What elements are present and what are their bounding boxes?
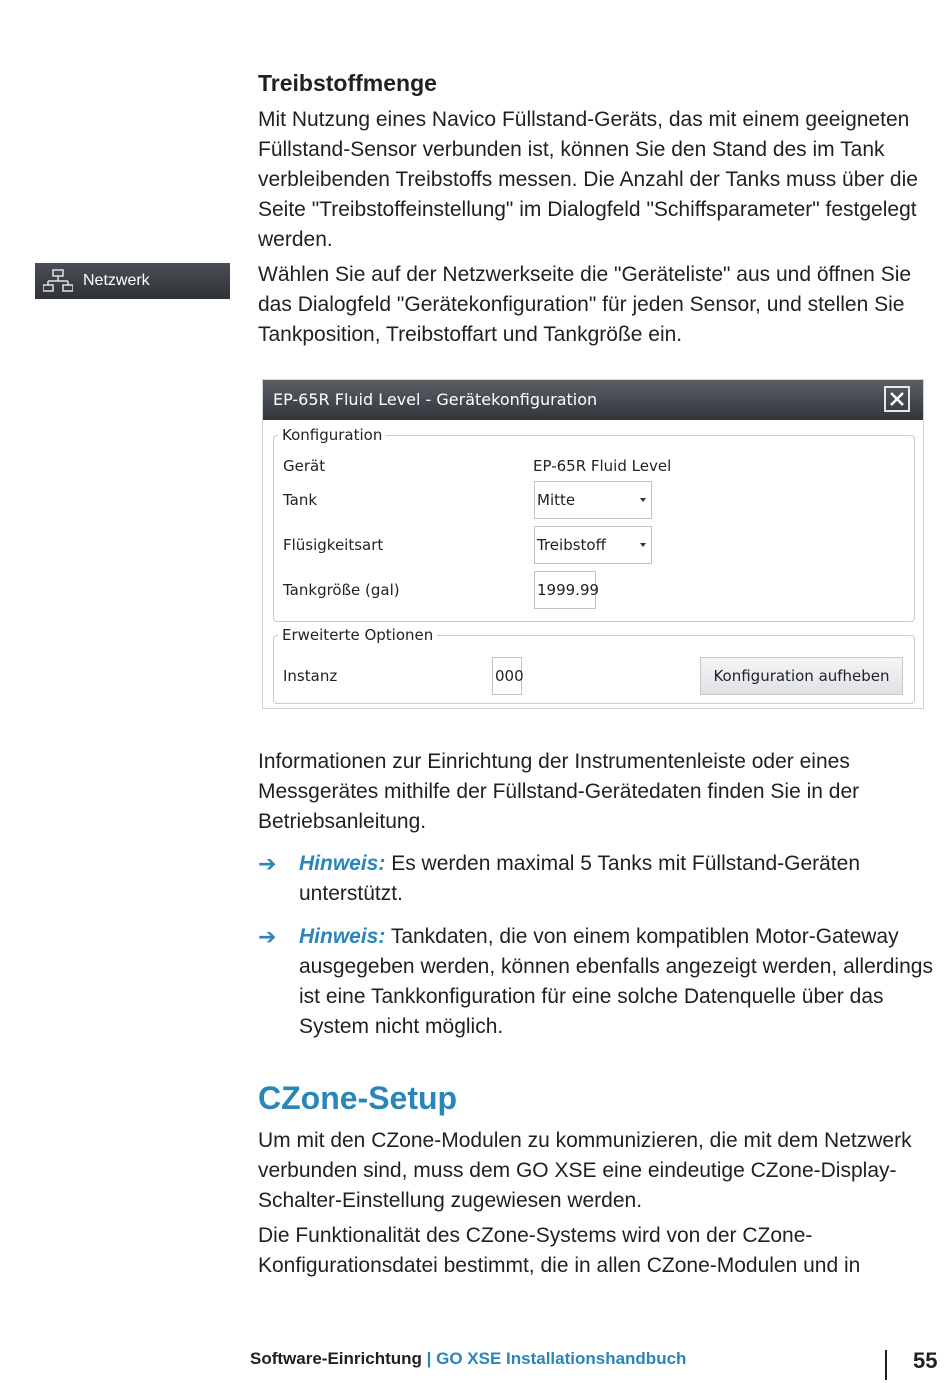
footer-manual-title: GO XSE Installationshandbuch <box>436 1349 687 1368</box>
czone-heading: CZone-Setup <box>258 1080 458 1116</box>
device-config-dialog <box>263 380 923 708</box>
note-label: Hinweis: <box>299 852 386 875</box>
tank-size-value: 1999.99 <box>537 581 600 599</box>
network-icon <box>43 269 73 293</box>
intro-paragraph: Mit Nutzung eines Navico Füllstand-Geräts, das mit einem geeigneten Füllstand-Sensor verbunden ist, können Sie den Stand des im Tank verbleibenden Treibstoffs messen. Die Anzahl der Tanks muss über die Seite "Treibstoffeinstellung" im Dialogfeld "Schiffsparameter" festgelegt werden. <box>258 108 918 251</box>
footer-section: Software-Einrichtung <box>250 1349 422 1368</box>
dialog-title: EP-65R Fluid Level - Gerätekonfiguration <box>273 390 598 409</box>
advanced-options-legend: Erweiterte Optionen <box>282 626 434 644</box>
note <box>258 849 938 909</box>
config-group-legend: Konfiguration <box>282 426 383 444</box>
instruction-paragraph: Wählen Sie auf der Netzwerkseite die "Geräteliste" aus und öffnen Sie das Dialogfeld "Gerätekonfiguration" für jeden Sensor, und stellen Sie Tankposition, Treibstoffart und Tankgröße ein. <box>258 263 912 346</box>
footer-separator: | <box>421 1349 437 1368</box>
fluid-type-dropdown[interactable] <box>534 526 652 564</box>
note-text: Es werden maximal 5 Tanks mit Füllstand-Geräten unterstützt. <box>299 852 860 905</box>
page-number: 55 <box>913 1348 938 1373</box>
tank-size-label: Tankgröße (gal) <box>283 581 400 599</box>
section-heading: Treibstoffmenge <box>258 70 437 96</box>
footer-divider <box>885 1350 887 1380</box>
czone-paragraph-1: Um mit den CZone-Modulen zu kommunizieren, die mit dem Netzwerk verbunden sind, muss dem GO XSE eine eindeutige CZone-Display-Schalter-Einstellung zugewiesen werden. <box>258 1129 912 1212</box>
instance-label: Instanz <box>283 667 338 685</box>
footer <box>250 1349 686 1369</box>
fluid-type-label: Flüsigkeitsart <box>283 536 384 554</box>
dialog-titlebar <box>263 380 923 420</box>
note-text: Tankdaten, die von einem kompatiblen Motor-Gateway ausgegeben werden, können ebenfalls angezeigt werden, allerdings ist eine Tankkonfiguration für eine solche Datenquelle über das System nicht möglich. <box>299 925 933 1038</box>
tank-dropdown[interactable] <box>534 481 652 519</box>
device-label: Gerät <box>283 457 326 475</box>
instance-input[interactable] <box>492 657 522 695</box>
netzwerk-button[interactable] <box>35 263 230 299</box>
netzwerk-button-label: Netzwerk <box>83 272 150 289</box>
device-value: EP-65R Fluid Level <box>533 457 672 475</box>
tank-dropdown-value: Mitte <box>537 491 576 509</box>
reset-config-button[interactable]: Konfiguration aufheben <box>700 657 903 695</box>
close-button[interactable] <box>884 386 910 412</box>
tank-label: Tank <box>283 491 318 509</box>
czone-paragraph-2: Die Funktionalität des CZone-Systems wird von der CZone-Konfigurationsdatei bestimmt, die in allen CZone-Modulen und in <box>258 1224 861 1277</box>
fluid-type-dropdown-value: Treibstoff <box>537 536 606 554</box>
tank-size-input[interactable] <box>534 571 600 609</box>
instance-value: 000 <box>495 667 524 685</box>
arrow-right-icon: ➔ <box>258 851 277 876</box>
info-paragraph: Informationen zur Einrichtung der Instrumentenleiste oder eines Messgerätes mithilfe der Füllstand-Gerätedaten finden Sie in der Betriebsanleitung. <box>258 750 860 833</box>
arrow-right-icon: ➔ <box>258 924 277 949</box>
note <box>258 922 938 1042</box>
note-label: Hinweis: <box>299 925 386 948</box>
close-icon <box>890 392 904 406</box>
chevron-down-icon <box>640 543 646 547</box>
chevron-down-icon <box>640 498 646 502</box>
